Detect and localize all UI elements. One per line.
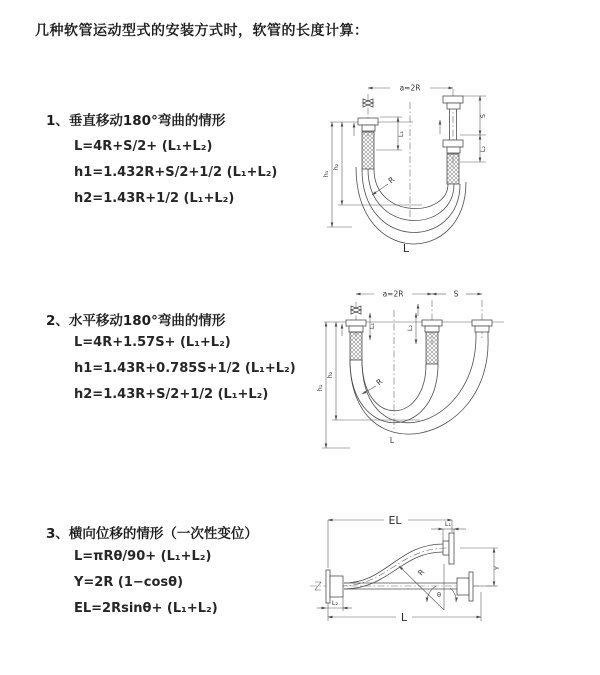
length-label: L [389,436,395,445]
angle-theta-label: θ [437,591,441,599]
middle-flange-hub [425,326,439,332]
right-braided-hose [447,154,459,184]
section3-heading: 3、横向位移的情形（一次性变位） [46,526,258,542]
left-flange-hub [330,576,343,597]
middle-braided-hose [426,332,438,364]
formula-h2: h2=1.43R+S/2+1/2 (L₁+L₂) [74,387,269,402]
hose-arc-inner [374,169,448,209]
length-label: L [400,611,408,624]
formula-y: Y=2R (1−cosθ) [74,575,184,590]
dim-l2-label: L₂ [479,145,487,153]
left-flange [346,320,366,326]
formula-l: L=4R+S/2+ (L₁+L₂) [74,139,213,154]
formula-l: L=4R+1.57S+ (L₁+L₂) [74,335,231,350]
section1-formulas [74,134,277,212]
dim-a2r-label: a=2R [399,83,421,93]
radius-label: R [374,376,385,388]
angle-arc-right [450,588,456,602]
dim-l2-label: L₂ [406,324,414,332]
dim-el-label: EL [388,514,402,527]
dim-l1-label: L₁ [368,322,376,330]
dim-l2-label: L₂ [331,599,339,607]
left-braided-hose [362,132,374,169]
left-flange-hub [362,125,375,131]
dim-s-label: S [479,113,487,119]
right-flange [472,320,492,326]
section3-formulas [74,544,218,622]
hose-curve-upper-wall [344,544,443,583]
left-flange [358,118,378,125]
dim-h2-label: h₂ [326,371,334,379]
raised-flange-plate [449,533,454,564]
dim-s-label: S [453,289,459,299]
hose-curve-lower-wall [344,552,443,589]
left-flange-plate [326,570,330,603]
formula-h1: h1=1.43R+0.785S+1/2 (L₁+L₂) [74,361,296,376]
dim-a2r-label: a=2R [382,289,404,299]
page-title: 几种软管运动型式的安装方式时，软管的长度计算： [35,23,369,39]
right-flange-top [443,96,463,103]
right-flange-top-hub [447,103,460,109]
diagram-lateral-displacement [298,502,600,652]
section2-formulas [74,330,296,408]
section2-heading: 2、水平移动180°弯曲的情形 [46,313,226,329]
left-braided-hose [350,332,362,360]
section1-heading: 1、垂直移动180°弯曲的情形 [46,113,226,129]
dim-l1-label: L₁ [444,520,452,528]
diagram-vertical-180-bend [310,72,600,272]
dim-l1-label: L₁ [397,130,405,138]
diagram-horizontal-180-bend [308,280,600,465]
right-flange-hub [457,578,469,595]
hose-arc-wide-inner [362,332,476,423]
right-flange-plate [469,572,473,601]
formula-l: L=πRθ/90+ (L₁+L₂) [74,549,212,564]
angle-arc-left [427,586,436,602]
dim-y-label: Y [493,566,501,570]
formula-h2: h2=1.43R+1/2 (L₁+L₂) [74,191,235,206]
right-flange-lower [443,140,463,147]
hose-arc-wide-outer [350,332,488,434]
dim-h2-label: h₂ [332,163,340,171]
hose-arc [368,169,454,221]
left-flange-hub [349,326,363,332]
dim-h1-label: h₁ [316,384,324,392]
right-flange-lower-hub [447,147,460,153]
length-label: L [402,242,410,255]
middle-flange [422,320,442,326]
dim-h1-label: h₁ [322,170,330,178]
right-flange-hub [475,326,489,332]
radius-label: R [415,567,427,578]
hose-curve-centerline [340,548,448,586]
formula-el: EL=2Rsinθ+ (L₁+L₂) [74,601,218,616]
radius-label: R [386,174,397,186]
formula-h1: h1=1.432R+S/2+1/2 (L₁+L₂) [74,165,278,180]
